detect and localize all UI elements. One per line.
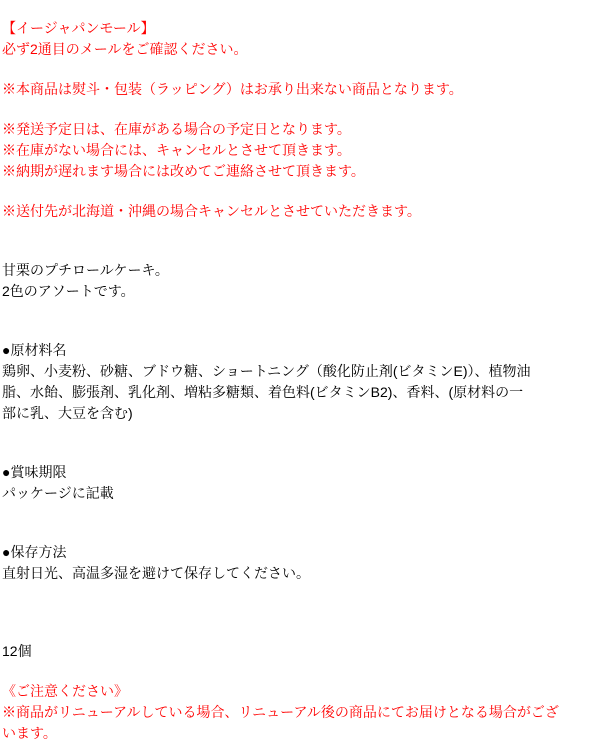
text-line: 鶏卵、小麦粉、砂糖、ブドウ糖、ショートニング（酸化防止剤(ビタミンE)）、植物油 xyxy=(2,363,531,379)
text-line xyxy=(2,222,598,241)
text-line xyxy=(2,100,598,119)
text-line: ●賞味期限 xyxy=(2,464,67,480)
text-line: 直射日光、高温多湿を避けて保存してください。 xyxy=(2,565,310,581)
text-line xyxy=(2,302,598,321)
text-line: います。 xyxy=(2,725,57,740)
text-line: 部に乳、大豆を含む) xyxy=(2,405,133,421)
text-line: ※発送予定日は、在庫がある場合の予定日となります。 xyxy=(2,121,351,137)
text-line xyxy=(2,443,598,462)
text-line xyxy=(2,603,598,622)
text-line: 《ご注意ください》 xyxy=(2,683,128,699)
text-line: 脂、水飴、膨張剤、乳化剤、増粘多糖類、着色料(ビタミンB2)、香料、(原材料の一 xyxy=(2,384,524,400)
text-line: ●原材料名 xyxy=(2,342,67,358)
text-line xyxy=(2,584,598,603)
text-line: ※送付先が北海道・沖縄の場合キャンセルとさせていただきます。 xyxy=(2,203,421,219)
text-line xyxy=(2,424,598,443)
text-line xyxy=(2,504,598,523)
text-line: ※本商品は熨斗・包装（ラッピング）はお承り出来ない商品となります。 xyxy=(2,81,463,97)
text-line xyxy=(2,523,598,542)
text-line: 2色のアソートです。 xyxy=(2,283,135,299)
text-line: 甘栗のプチロールケーキ。 xyxy=(2,262,169,278)
text-line xyxy=(2,182,598,201)
text-line: 必ず2通目のメールをご確認ください。 xyxy=(2,41,248,57)
text-line: ●保存方法 xyxy=(2,544,67,560)
text-line: ※商品がリニューアルしている場合、リニューアル後の商品にてお届けとなる場合がござ xyxy=(2,704,559,720)
text-line xyxy=(2,241,598,260)
text-line xyxy=(2,662,598,681)
text-line: 【イージャパンモール】 xyxy=(2,20,155,36)
text-line xyxy=(2,321,598,340)
product-description-text xyxy=(2,18,598,740)
text-line: 12個 xyxy=(2,643,32,659)
text-line: ※納期が遅れます場合には改めてご連絡させて頂きます。 xyxy=(2,163,365,179)
text-line xyxy=(2,622,598,641)
text-line: ※在庫がない場合には、キャンセルとさせて頂きます。 xyxy=(2,142,351,158)
text-line xyxy=(2,60,598,79)
text-line: パッケージに記載 xyxy=(2,485,114,501)
